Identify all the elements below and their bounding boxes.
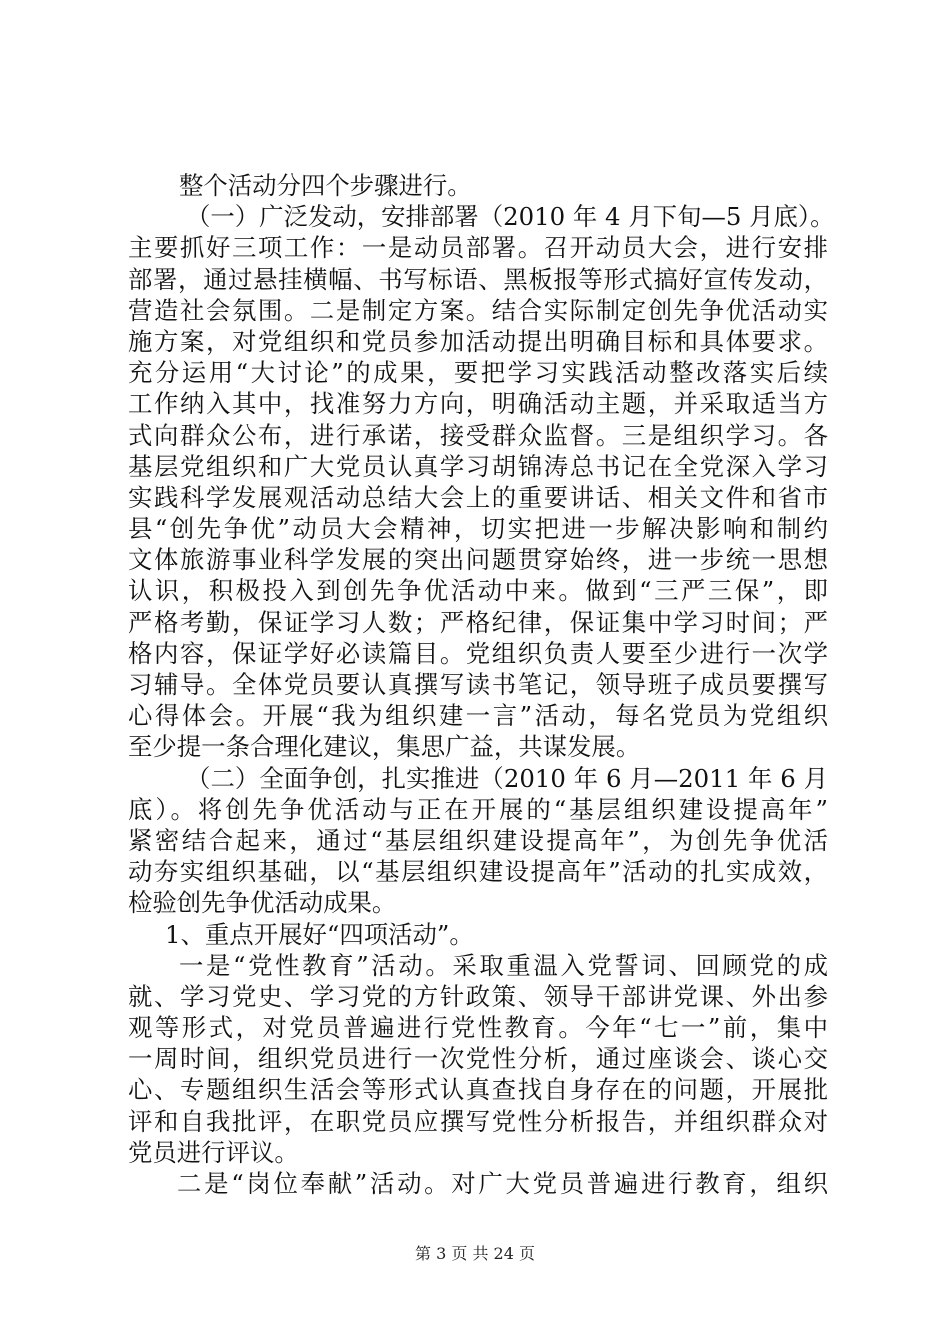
- text-line: 营造社会氛围。二是制定方案。结合实际制定创先争优活动实: [128, 295, 828, 325]
- text-line: （一）广泛发动，安排部署（2010 年 4 月下旬—5 月底）。: [186, 202, 835, 232]
- text-line: 充分运用“大讨论”的成果，要把学习实践活动整改落实后续: [128, 358, 828, 388]
- text-line: 心得体会。开展“我为组织建一言”活动，每名党员为党组织: [128, 701, 828, 731]
- text-line: 工作纳入其中，找准努力方向，明确活动主题，并采取适当方: [128, 389, 828, 419]
- text-line: 实践科学发展观活动总结大会上的重要讲话、相关文件和省市: [128, 482, 828, 512]
- text-line: 评和自我批评，在职党员应撰写党性分析报告，并组织群众对: [128, 1106, 828, 1136]
- page-number-label: 第 3 页 共 24 页: [415, 1244, 535, 1263]
- text-line: 就、学习党史、学习党的方针政策、领导干部讲党课、外出参: [128, 981, 828, 1011]
- text-line: 二是“岗位奉献”活动。对广大党员普遍进行教育，组织: [177, 1169, 828, 1198]
- page-footer: [0, 1243, 950, 1265]
- text-line: 动夯实组织基础，以“基层组织建设提高年”活动的扎实成效，: [128, 857, 828, 887]
- text-line: 习辅导。全体党员要认真撰写读书笔记，领导班子成员要撰写: [128, 670, 828, 699]
- text-line: 至少提一条合理化建议，集思广益，共谋发展。: [128, 732, 641, 762]
- text-line: 主要抓好三项工作：一是动员部署。召开动员大会，进行安排: [128, 233, 828, 263]
- text-line: 紧密结合起来，通过“基层组织建设提高年”，为创先争优活: [128, 825, 828, 855]
- text-line: （二）全面争创，扎实推进（2010 年 6 月—2011 年 6 月: [186, 763, 828, 793]
- text-line: 一是“党性教育”活动。采取重温入党誓词、回顾党的成: [179, 950, 828, 980]
- text-line: 检验创先争优活动成果。: [128, 888, 397, 918]
- text-line: 县“创先争优”动员大会精神，切实把进一步解决影响和制约: [128, 514, 828, 544]
- text-line: 基层党组织和广大党员认真学习胡锦涛总书记在全党深入学习: [128, 451, 828, 481]
- text-line: 格内容，保证学好必读篇目。党组织负责人要至少进行一次学: [128, 638, 828, 668]
- text-line: 观等形式，对党员普遍进行党性教育。今年“七一”前，集中: [128, 1013, 828, 1043]
- text-line: 施方案，对党组织和党员参加活动提出明确目标和具体要求。: [128, 326, 828, 356]
- text-line: 整个活动分四个步骤进行。: [179, 171, 472, 200]
- text-line: 底）。将创先争优活动与正在开展的“基层组织建设提高年”: [128, 794, 828, 824]
- text-line: 党员进行评议。: [128, 1137, 299, 1167]
- text-line: 一周时间，组织党员进行一次党性分析，通过座谈会、谈心交: [128, 1044, 828, 1074]
- text-line: 认识，积极投入到创先争优活动中来。做到“三严三保”，即: [128, 576, 828, 606]
- text-line: 心、专题组织生活会等形式认真查找自身存在的问题，开展批: [128, 1075, 828, 1105]
- text-line: 文体旅游事业科学发展的突出问题贯穿始终，进一步统一思想: [128, 545, 828, 575]
- text-line: 1、重点开展好“四项活动”。: [165, 919, 474, 949]
- text-line: 式向群众公布，进行承诺，接受群众监督。三是组织学习。各: [128, 420, 828, 450]
- body-text: [128, 170, 835, 1199]
- text-line: 部署，通过悬挂横幅、书写标语、黑板报等形式搞好宣传发动，: [128, 264, 828, 294]
- text-line: 严格考勤，保证学习人数；严格纪律，保证集中学习时间；严: [128, 607, 828, 637]
